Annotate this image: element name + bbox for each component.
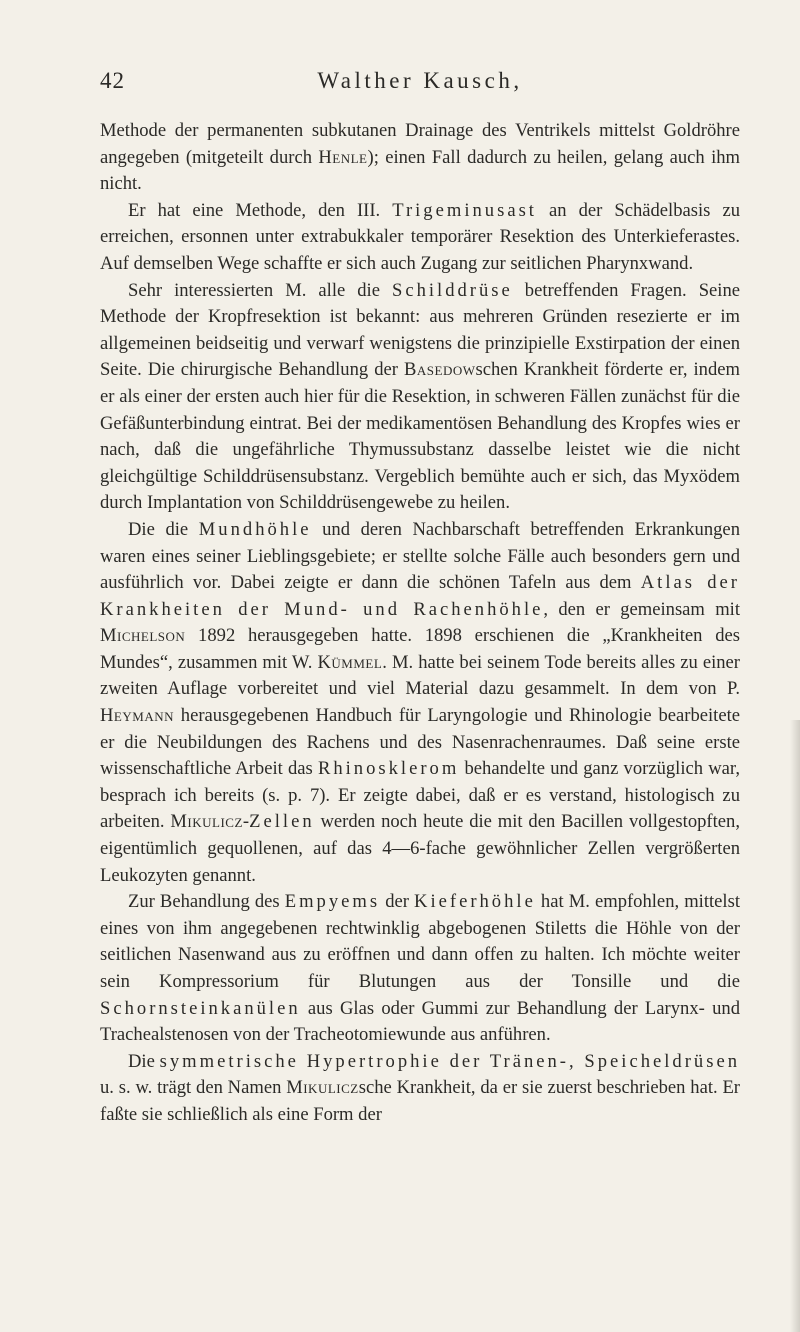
text-run: u. s. w. trägt den Namen bbox=[100, 1077, 287, 1099]
paragraph-1 bbox=[100, 118, 740, 198]
text-run: Sehr interessierten M. alle die bbox=[128, 279, 392, 301]
text-run: an der Schädelbasis zu erreichen, ersonnen unter extrabukkaler temporärer Resektion des Unterkieferastes. Auf demselben Wege schaffte er sich auch Zugang zur seitlichen Pharynxwand. bbox=[100, 199, 740, 274]
person-name: Henle bbox=[318, 146, 368, 168]
text-run: und deren Nachbarschaft betreffenden Erkrankungen waren eines seiner Lieblingsgebiete; er stellte solche Fälle auch besonders gern und ausführlich vor. Dabei zeigte er dann die schönen Tafeln aus dem bbox=[100, 518, 740, 594]
text-run: behandelte und ganz vorzüglich war, besprach ich bereits (s. p. 7). Er zeigte dabei, daß er es verstand, histologisch zu arbeiten. bbox=[100, 758, 740, 833]
spaced-term: Trigeminusast bbox=[392, 199, 537, 221]
text-run: sche Krankheit, da er sie zuerst beschrieben hat. Er faßte sie schließlich als eine Form der bbox=[100, 1077, 740, 1125]
text-run: 1892 herausgegeben hatte. 1898 erschienen die „Krankheiten des Mundes“, zusammen mit W. bbox=[100, 625, 740, 673]
person-name: Mikulicz bbox=[170, 811, 243, 833]
text-run: aus Glas oder Gummi zur Behandlung der Larynx- und Trachealstenosen von der Tracheotomiewunde aus anführen. bbox=[100, 997, 740, 1046]
page-number: 42 bbox=[100, 68, 125, 93]
spaced-term: Schornsteinkanülen bbox=[100, 997, 301, 1019]
text-run: Methode der permanenten subkutanen Drainage des Ventrikels mittelst Goldröhre angegeben (mitgeteilt durch bbox=[100, 120, 740, 168]
body-text bbox=[100, 118, 740, 1129]
text-run: - bbox=[242, 811, 250, 833]
paragraph-5 bbox=[100, 889, 740, 1049]
spaced-term: Zellen bbox=[249, 811, 315, 833]
running-head: Walther Kausch, bbox=[317, 68, 523, 93]
paragraph-6 bbox=[100, 1049, 740, 1129]
text-run: werden noch heute die mit den Bacillen vollgestopften, eigentümlich gequollenen, auf das 4—6-fache gewöhnlicher Zellen vergrößerten Leukozyten genannt. bbox=[100, 811, 740, 886]
text-run: betreffenden Fragen. Seine Methode der Kropfresektion ist bekannt: aus mehreren Gründen resezierte er im allgemeinen beidseitig und verwarf wenigstens die prinzipielle Exstirpation der einen Seite. Die chirurgische Behandlung der bbox=[100, 279, 740, 381]
text-run: Die bbox=[128, 1050, 160, 1072]
person-name: Michelson bbox=[100, 625, 186, 647]
text-run: der bbox=[380, 891, 415, 913]
text-run: herausgegebenen Handbuch für Laryngologie und Rhinologie bearbeitete er die Neubildungen des Rachens und des Nasenrachenraumes. Daß seine erste wissenschaftliche Arbeit das bbox=[100, 705, 740, 780]
person-name: Mikulicz bbox=[286, 1077, 359, 1099]
person-name: Kümmel bbox=[317, 651, 383, 673]
text-run: ); einen Fall dadurch zu heilen, gelang auch ihm nicht. bbox=[100, 146, 740, 195]
text-run: Zur Behandlung des bbox=[128, 891, 285, 913]
spaced-term: Rhinosklerom bbox=[317, 758, 460, 780]
person-name: Basedow bbox=[404, 359, 476, 381]
spaced-term: Mundhöhle bbox=[198, 518, 312, 540]
spaced-term: Kieferhöhle bbox=[414, 891, 536, 913]
person-name: Heymann bbox=[100, 705, 174, 727]
spaced-term: Atlas der Krankheiten der Mund- und Rachenhöhle bbox=[100, 572, 740, 620]
spaced-term: Schilddrüse bbox=[391, 279, 513, 301]
spaced-term: Empyems bbox=[284, 891, 381, 913]
paragraph-2 bbox=[100, 198, 740, 278]
spaced-term: symmetrische Hypertrophie der Tränen-, Speicheldrüsen bbox=[159, 1050, 741, 1072]
text-run: Er hat eine Methode, den III. bbox=[128, 199, 393, 221]
text-run: Die die bbox=[128, 518, 199, 540]
text-run: schen Krankheit förderte er, indem er als einer der ersten auch hier für die Resektion, in schweren Fällen zunächst für die Gefäßunterbindung eintrat. Bei der medikamentösen Behandlung des Kropfes wies er nach, daß die ungefährliche Thymussubstanz dasselbe leistet wie die nicht gleichgültige Schilddrüsensubstanz. Vergeblich bemühte auch er sich, das Myxödem durch Implantation von Schilddrüsengewebe zu heilen. bbox=[100, 359, 740, 514]
paragraph-3 bbox=[100, 278, 740, 517]
text-run: , den er gemeinsam mit bbox=[543, 598, 740, 620]
paragraph-4 bbox=[100, 517, 740, 889]
text-run: hat M. empfohlen, mittelst eines von ihm angegebenen rechtwinklig abgebogenen Stiletts die Höhle von der seitlichen Nasenwand aus zu eröffnen und dann offen zu halten. Ich möchte weiter sein Kompressorium für Blutungen aus der Tonsille und die bbox=[100, 891, 740, 992]
text-run: . M. hatte bei seinem Tode bereits alles zu einer zweiten Auflage vorbereitet und viel Material dazu gesammelt. In dem von P. bbox=[100, 651, 740, 700]
page-header bbox=[100, 68, 740, 98]
page-edge-shadow bbox=[790, 720, 800, 1332]
